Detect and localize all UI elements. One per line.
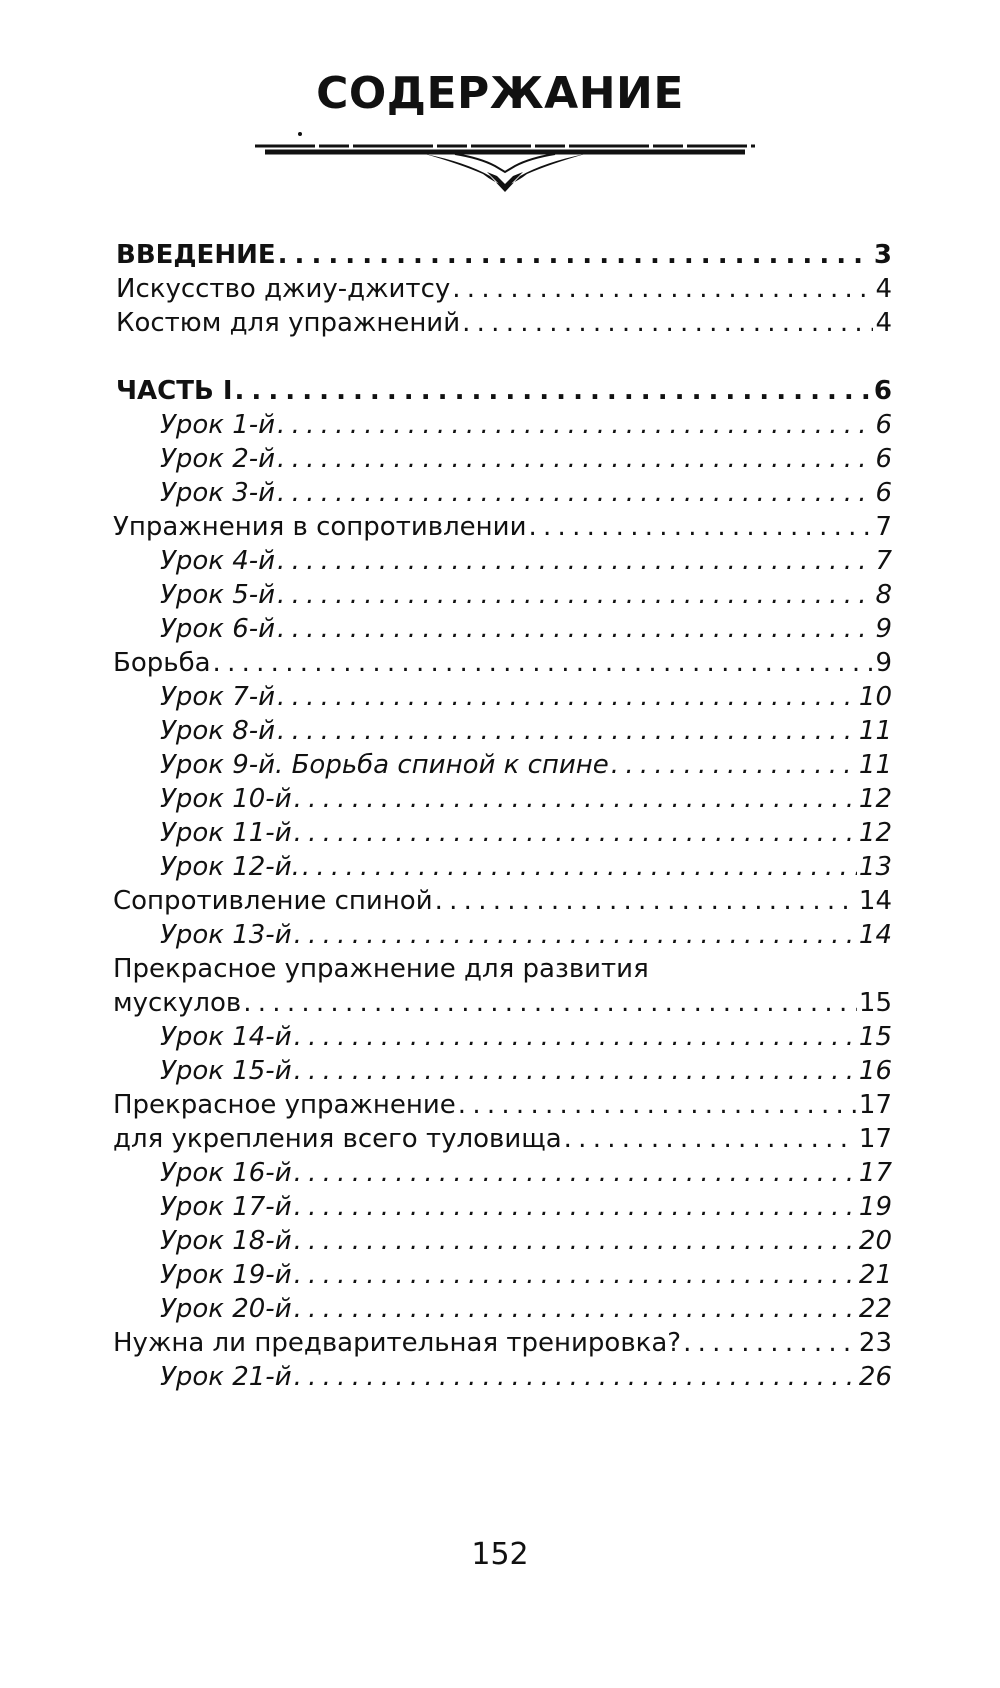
toc-entry-urok8[interactable]: Урок 8-й . . . 11 xyxy=(160,714,892,748)
page-number: 152 xyxy=(471,1537,529,1572)
toc-entry-prekrasnoe[interactable]: Прекрасное упражнение . . . 17 xyxy=(113,1088,892,1122)
toc-entry-urok1[interactable]: Урок 1-й . . . 6 xyxy=(160,408,892,442)
toc-entry-urok16[interactable]: Урок 16-й . . . 17 xyxy=(160,1156,892,1190)
toc-entry-urok9[interactable]: Урок 9-й. Борьба спиной к спине . . . 11 xyxy=(160,748,892,782)
toc-entry-soprot-spinoy[interactable]: Сопротивление спиной . . . 14 xyxy=(113,884,892,918)
toc-entry-kostyum[interactable]: Костюм для упражнений . . . 4 xyxy=(116,306,892,340)
toc-entry-trenirovka[interactable]: Нужна ли предварительная тренировка? . . . 23 xyxy=(113,1326,892,1360)
toc-entry-vvedenie[interactable]: ВВЕДЕНИЕ . . . 3 xyxy=(116,238,892,272)
toc-entry-urok3[interactable]: Урок 3-й . . . 6 xyxy=(160,476,892,510)
toc-entry-urok7[interactable]: Урок 7-й . . . 10 xyxy=(160,680,892,714)
toc-entry-urok11[interactable]: Урок 11-й . . . 12 xyxy=(160,816,892,850)
toc-entry-urok4[interactable]: Урок 4-й . . . 7 xyxy=(160,544,892,578)
toc-entry-borba[interactable]: Борьба . . . 9 xyxy=(113,646,892,680)
toc-entry-soprot[interactable]: Упражнения в сопротивлении . . . 7 xyxy=(113,510,892,544)
toc-entry-urok20[interactable]: Урок 20-й . . . 22 xyxy=(160,1292,892,1326)
toc-entry-urok2[interactable]: Урок 2-й . . . 6 xyxy=(160,442,892,476)
toc-entry-chast1[interactable]: ЧАСТЬ I . . . 6 xyxy=(116,374,892,408)
toc-entry-muskuly[interactable]: мускулов . . . 15 xyxy=(113,986,892,1020)
toc-entry-urok6[interactable]: Урок 6-й . . . 9 xyxy=(160,612,892,646)
toc-entry-urok18[interactable]: Урок 18-й . . . 20 xyxy=(160,1224,892,1258)
toc-entry-urok10[interactable]: Урок 10-й . . . 12 xyxy=(160,782,892,816)
toc-entry-urok12[interactable]: Урок 12-й. . . . 13 xyxy=(160,850,892,884)
toc-entry-urok13[interactable]: Урок 13-й . . . 14 xyxy=(160,918,892,952)
toc-entry-urok14[interactable]: Урок 14-й . . . 15 xyxy=(160,1020,892,1054)
toc-entry-urok19[interactable]: Урок 19-й . . . 21 xyxy=(160,1258,892,1292)
toc-entry-tulovishche[interactable]: для укрепления всего туловища . . . 17 xyxy=(113,1122,892,1156)
toc-entry-iskusstvo[interactable]: Искусство джиу-джитсу . . . 4 xyxy=(116,272,892,306)
toc-entry-urok17[interactable]: Урок 17-й . . . 19 xyxy=(160,1190,892,1224)
toc-entry-urok21[interactable]: Урок 21-й . . . 26 xyxy=(160,1360,892,1394)
page-title: СОДЕРЖАНИЕ xyxy=(316,68,684,119)
toc-entry-urok15[interactable]: Урок 15-й . . . 16 xyxy=(160,1054,892,1088)
toc-entry-urok5[interactable]: Урок 5-й . . . 8 xyxy=(160,578,892,612)
toc-entry-muskuly-line1[interactable]: Прекрасное упражнение для развития xyxy=(113,954,649,984)
